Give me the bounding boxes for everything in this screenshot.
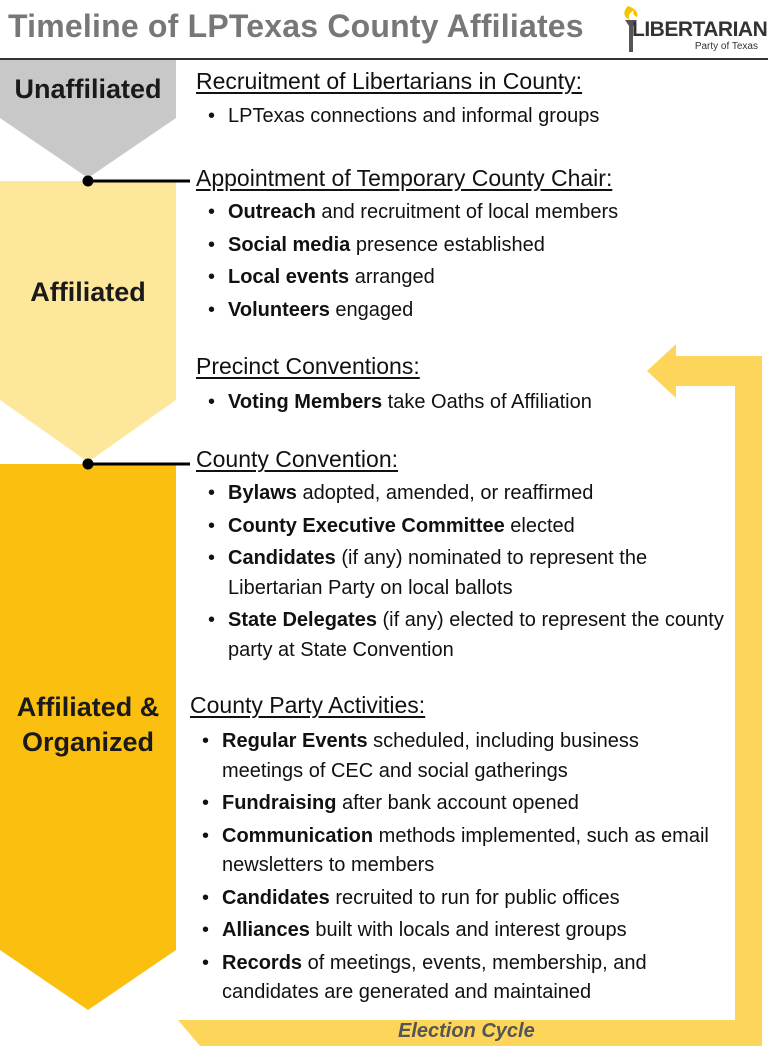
stage-label-line2: Organized — [21, 727, 155, 757]
list-item — [204, 102, 744, 132]
connector-dot-1 — [83, 176, 94, 187]
section-title-county-convention: County Convention: — [196, 446, 399, 472]
item-bold: State Delegates — [228, 609, 377, 631]
list-item — [198, 949, 723, 1008]
item-text: arranged — [349, 266, 435, 288]
list-item — [204, 231, 744, 261]
stage-label-affiliated-organized — [0, 690, 176, 760]
item-bold: Voting Members — [228, 391, 383, 413]
section-title-precinct-conventions: Precinct Conventions: — [196, 353, 420, 379]
item-text: elected — [504, 514, 575, 537]
item-bold: Fundraising — [222, 792, 337, 814]
section-list-recruitment — [204, 102, 744, 135]
logo-name: LIBERTARIAN — [632, 18, 768, 41]
section-title-temporary-chair: Appointment of Temporary County Chair: — [196, 165, 613, 191]
item-text: and recruitment of local members — [315, 201, 619, 223]
item-bold: Bylaws — [228, 482, 297, 504]
item-text: scheduled, including business meetings of CEC and social gatherings — [222, 730, 639, 782]
item-bold: Local events — [228, 266, 350, 288]
item-text: built with locals and interest groups — [309, 919, 627, 941]
item-bold: Volunteers — [228, 298, 330, 321]
list-item — [198, 822, 723, 881]
list-item — [204, 198, 744, 228]
election-cycle-label: Election Cycle — [398, 1020, 535, 1042]
list-item — [198, 884, 723, 914]
list-item — [204, 512, 729, 542]
item-bold: Alliances — [222, 919, 310, 941]
stage-label-unaffiliated: Unaffiliated — [14, 74, 162, 104]
item-bold: Social media — [228, 233, 351, 256]
stage-label-affiliated: Affiliated — [30, 277, 146, 307]
item-text: engaged — [329, 298, 414, 321]
list-item — [198, 727, 723, 786]
item-bold: County Executive Committee — [228, 514, 505, 537]
list-item — [204, 263, 744, 293]
section-list-temporary-chair — [204, 198, 744, 328]
item-text: of meetings, events, membership, and candidates are generated and maintained — [222, 951, 647, 1003]
item-bold: Communication — [222, 824, 374, 847]
list-item — [204, 606, 729, 665]
list-item — [204, 479, 729, 509]
item-bold: Candidates — [222, 886, 330, 909]
item-text: after bank account opened — [336, 792, 579, 814]
item-text: adopted, amended, or reaffirmed — [296, 482, 594, 504]
section-list-county-party-activities — [198, 727, 723, 1011]
item-text: (if any) nominated to represent the Libertarian Party on local ballots — [228, 547, 648, 599]
stage-label-line1: Affiliated & — [16, 692, 160, 722]
logo-subtitle: Party of Texas — [694, 41, 758, 52]
section-title-recruitment: Recruitment of Libertarians in County: — [196, 68, 583, 94]
section-title-county-party-activities: County Party Activities: — [190, 692, 426, 718]
list-item — [204, 296, 744, 326]
item-text: LPTexas connections and informal groups — [228, 105, 600, 127]
item-text: take Oaths of Affiliation — [382, 391, 592, 413]
item-text: recruited to run for public offices — [329, 886, 620, 909]
item-bold: Records — [222, 951, 303, 974]
item-text: methods implemented, such as email newsletters to members — [222, 824, 709, 876]
list-item — [198, 916, 723, 946]
page-title: Timeline of LPTexas County Affiliates — [8, 8, 584, 44]
stage-arrow-affiliated — [0, 181, 176, 462]
list-item — [204, 544, 729, 603]
list-item — [198, 789, 723, 819]
item-text: presence established — [350, 233, 545, 256]
section-list-county-convention — [204, 479, 729, 668]
connector-dot-2 — [83, 459, 94, 470]
list-item — [204, 388, 744, 418]
item-bold: Outreach — [228, 201, 316, 223]
item-bold: Candidates — [228, 547, 336, 569]
section-list-precinct-conventions — [204, 388, 744, 421]
item-bold: Regular Events — [222, 730, 368, 752]
item-text: (if any) elected to represent the county party at State Convention — [228, 609, 724, 661]
